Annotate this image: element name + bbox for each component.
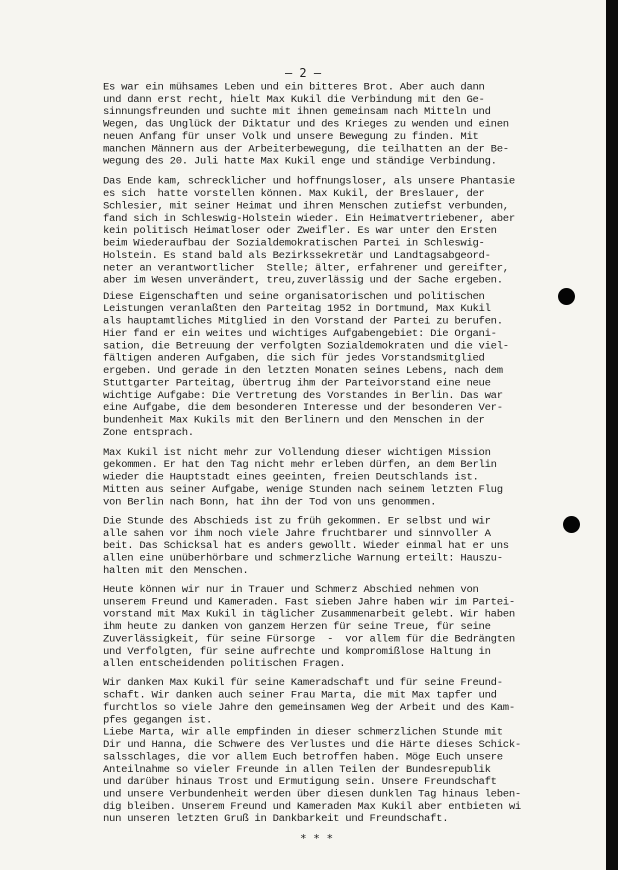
punch-hole [558,288,575,305]
text-line: ergeben. Und gerade in den letzten Monaten seines Lebens, nach dem [103,365,503,377]
text-line: alle sahen vor ihm noch viele Jahre fruchtbarer und sinnvoller A [103,528,491,540]
text-line: furchtlos so viele Jahre den gemeinsamen Weg der Arbeit und des Kam- [103,702,515,714]
text-line: salsschlages, die vor allem Euch betroffen haben. Möge Euch unsere [103,751,503,764]
text-line: Schlesier, mit seiner Heimat und ihren Menschen zutiefst verbunden, [103,200,509,213]
text-line: kein politisch Heimatloser oder Zweifler. Es war unter den Ersten [103,225,497,237]
text-line: schaft. Wir danken auch seiner Frau Marta, die mit Max tapfer und [103,689,497,702]
text-line: Zone entsprach. [103,427,194,439]
text-line: Max Kukil ist nicht mehr zur Vollendung dieser wichtigen Mission [103,447,491,459]
text-line: beit. Das Schicksal hat es anders gewollt. Wieder einmal hat er uns [103,540,509,552]
text-line: neuen Anfang für unser Volk und unsere Bewegung zu finden. Mit [103,131,479,143]
text-line: es sich hatte vorstellen können. Max Kukil, der Breslauer, der [103,188,485,200]
text-line: allen eine unüberhörbare und schmerzliche Warnung erteilt: Hauszu- [103,552,503,565]
page-number: – 2 – [284,66,322,80]
text-line: Wir danken Max Kukil für seine Kameradschaft und für seine Freund- [103,677,503,689]
text-line: Anteilnahme so vieler Freunde in allen Teilen der Bundesrepublik [103,764,491,776]
text-line: Wegen, das Unglück der Diktatur und des Krieges zu wenden und einen [103,118,509,131]
punch-hole [563,516,580,533]
end-marks: * * * [300,832,334,845]
text-line: Hier fand er ein weites und wichtiges Aufgabengebiet: Die Organi- [103,328,497,340]
text-line: eine Aufgabe, die dem besonderen Interesse und der besonderen Ver- [103,402,503,414]
text-line: von Berlin nach Bonn, hat ihn der Tod von uns genommen. [103,496,437,509]
text-line: Liebe Marta, wir alle empfinden in dieser schmerzlichen Stunde mit [103,727,503,739]
text-line: aber im Wesen unverändert, treu,zuverlässig und der Sache ergeben. [103,275,503,287]
text-line: ihm heute zu danken von ganzem Herzen für seine Treue, für seine [103,621,491,633]
text-line: wieder die Hauptstadt eines geeinten, freien Deutschlands ist. [103,472,479,484]
text-line: neter an verantwortlicher Stelle; älter, erfahrener und gereifter, [103,262,509,275]
text-line: halten mit den Menschen. [103,565,249,577]
text-line: und Verfolgten, für seine aufrechte und kompromißlose Haltung in [103,646,491,658]
text-line: fand sich in Schleswig-Holstein wieder. Ein Heimatvertriebener, aber [103,213,515,225]
text-line: und dann erst recht, hielt Max Kukil die Verbindung mit den Ge- [103,94,485,106]
text-line: Stuttgarter Parteitag, übertrug ihm der Parteivorstand eine neue [103,377,491,390]
text-line: vorstand mit Max Kukil in täglicher Zusammenarbeit gelebt. Wir haben [103,609,515,621]
text-line: Mitten aus seiner Aufgabe, wenige Stunden nach seinem letzten Flug [103,484,503,496]
text-line: manchen Männern aus der Arbeiterbewegung, die teilhatten an der Be- [103,143,509,156]
text-line: unserem Freund und Kameraden. Fast sieben Jahre haben wir im Partei- [103,596,515,609]
text-line: allen entscheidenden politischen Fragen. [103,658,346,670]
text-line: dig bleiben. Unserem Freund und Kameraden Max Kukil aber entbieten wi [103,801,521,813]
text-line: pfes gegangen ist. [103,714,213,727]
text-line: Zuverlässigkeit, für seine Fürsorge - vor allem für die Bedrängten [103,633,515,646]
text-line: sinnungsfreunden und suchte mit ihnen gemeinsam nach Mitteln und [103,106,491,118]
text-line: wegung des 20. Juli hatte Max Kukil enge und ständige Verbindung. [103,156,497,168]
text-line: Dir und Hanna, die Schwere des Verlustes und die Härte dieses Schick- [103,739,521,751]
text-line: Es war ein mühsames Leben und ein bitteres Brot. Aber auch dann [103,81,485,94]
text-line: fältigen anderen Aufgaben, die sich für jedes Vorstandsmitglied [103,353,485,365]
text-line: sation, die Betreuung der verfolgten Sozialdemokraten und die viel- [103,340,509,353]
text-line: Leistungen veranlaßten den Parteitag 1952 in Dortmund, Max Kukil [103,303,491,315]
scan-edge [606,0,618,870]
text-line: Die Stunde des Abschieds ist zu früh gekommen. Er selbst und wir [103,515,491,528]
text-line: Das Ende kam, schrecklicher und hoffnungsloser, als unsere Phantasie [103,176,515,188]
text-line: und unsere Verbundenheit werden über diesen dunklen Tag hinaus leben- [103,788,521,801]
text-line: beim Wiederaufbau der Sozialdemokratischen Partei in Schleswig- [103,237,485,250]
text-line: Heute können wir nur in Trauer und Schmerz Abschied nehmen von [103,584,479,596]
text-line: wichtige Aufgabe: Die Vertretung des Vorstandes in Berlin. Das war [103,390,503,402]
text-line: gekommen. Er hat den Tag nicht mehr erleben dürfen, an dem Berlin [103,459,497,472]
text-line: Diese Eigenschaften und seine organisatorischen und politischen [103,291,485,303]
text-line: als hauptamtliches Mitglied in den Vorstand der Partei zu berufen. [103,315,503,328]
text-line: und darüber hinaus Trost und Ermutigung sein. Unsere Freundschaft [103,776,497,788]
text-line: bundenheit Max Kukils mit den Berlinern und den Menschen in der [103,414,485,427]
text-line: Holstein. Es stand bald als Bezirkssekretär und Landtagsabgeord- [103,250,491,262]
text-line: nun unseren letzten Gruß in Dankbarkeit und Freundschaft. [103,813,449,826]
